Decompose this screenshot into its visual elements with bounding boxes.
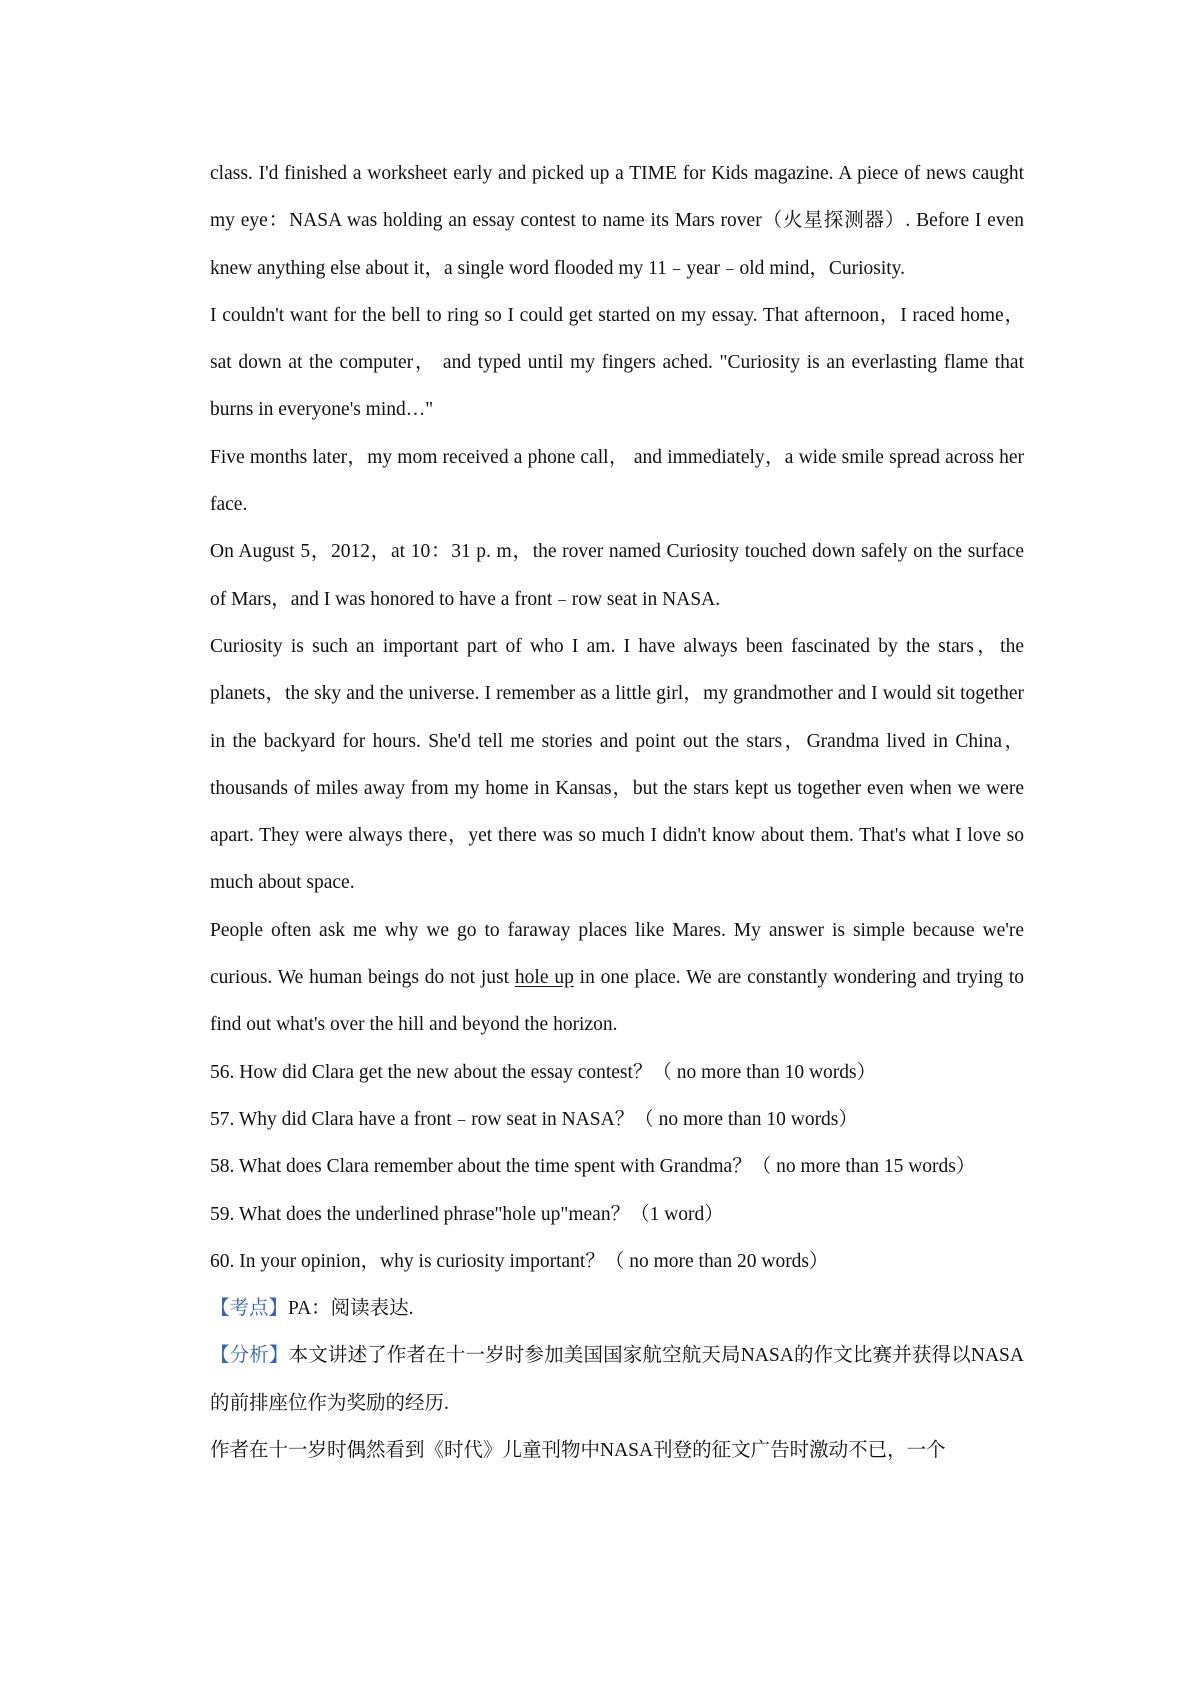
- kaodian-line: [210, 1285, 1024, 1332]
- kaodian-text: PA：阅读表达.: [288, 1298, 414, 1320]
- kaodian-label: 考点: [229, 1298, 269, 1320]
- question-56: 56. How did Clara get the new about the essay contest？（ no more than 10 words）: [210, 1061, 877, 1083]
- question-60: 60. In your opinion，why is curiosity important？（ no more than 20 words）: [210, 1250, 829, 1272]
- paragraph-6-before: People often ask me why we go to faraway places like Mares. My answer is simple because we're curious. We human beings do not just: [210, 919, 1024, 989]
- underlined-phrase: hole up: [514, 967, 574, 989]
- passage-paragraph-1: class. I'd finished a worksheet early and picked up a TIME for Kids magazine. A piece of news caught my eye：NASA was holding an essay contest to name its Mars rover（火星探测器）. Before I even knew anything else about it，a single word flooded my 11﹣year﹣old mind，Curiosity.: [210, 163, 1024, 279]
- kaodian-tag: 【考点】: [210, 1298, 289, 1320]
- analysis-last-line: 作者在十一岁时偶然看到《时代》儿童刊物中NASA刊登的征文广告时激动不已，一个: [210, 1440, 946, 1462]
- passage-paragraph-5: Curiosity is such an important part of who I am. I have always been fascinated by the stars，the planets，the sky and the universe. I remember as a little girl，my grandmother and I would sit together in the backyard for hours. She'd tell me stories and point out the stars，Grandma lived in China，thousands of miles away from my home in Kansas，but the stars kept us together even when we were apart. They were always there，yet there was so much I didn't know about them. That's what I love so much about space.: [210, 635, 1024, 894]
- passage-paragraph-2: I couldn't want for the bell to ring so I could get started on my essay. That afternoon，I raced home， sat down at the computer， and typed until my fingers ached. "Curiosity is an everlasting flame that burns in everyone's mind…": [210, 304, 1024, 421]
- fenxi-tag: 【分析】: [210, 1345, 289, 1367]
- question-57: 57. Why did Clara have a front﹣row seat in NASA？（ no more than 10 words）: [210, 1108, 858, 1130]
- fenxi-text: 本文讲述了作者在十一岁时参加美国国家航空航天局NASA的作文比赛并获得以NASA的前排座位作为奖励的经历.: [210, 1345, 1024, 1414]
- passage-paragraph-3: Five months later，my mom received a phone call， and immediately，a wide smile spread across her face.: [210, 446, 1024, 516]
- question-58: 58. What does Clara remember about the time spent with Grandma？（ no more than 15 words）: [210, 1156, 976, 1178]
- fenxi-line: [210, 1332, 1024, 1427]
- document-content: [210, 150, 1024, 1474]
- question-59: 59. What does the underlined phrase"hole up"mean？（1 word）: [210, 1203, 724, 1225]
- passage-paragraph-6: [210, 907, 1024, 1049]
- paragraph-6-after: in one place. We are constantly wondering and trying to find out what's over the hill and beyond the horizon.: [210, 967, 1024, 1036]
- passage-paragraph-4: On August 5，2012，at 10：31 p. m，the rover named Curiosity touched down safely on the surface of Mars，and I was honored to have a front﹣row seat in NASA.: [210, 541, 1024, 610]
- fenxi-label: 分析: [229, 1345, 269, 1367]
